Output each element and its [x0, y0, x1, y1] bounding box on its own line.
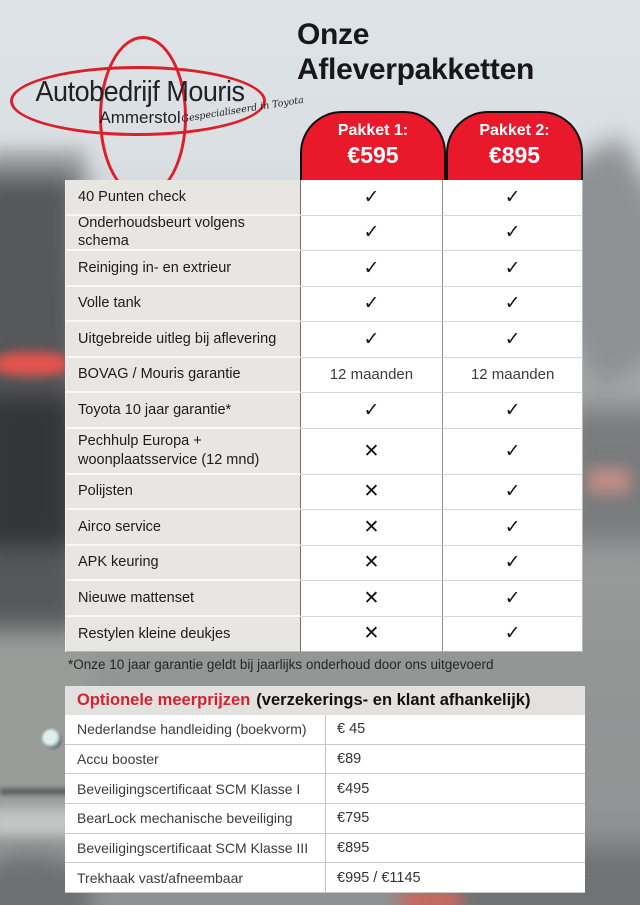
feature-label: Restylen kleine deukjes — [66, 617, 301, 653]
dealer-logo-name: Autobedrijf Mouris — [35, 76, 245, 108]
pakket2-check-mark: ✓ — [443, 510, 583, 546]
pakket2-duration-value: 12 maanden — [443, 358, 583, 394]
table-row — [66, 429, 583, 475]
pakket2-check-mark: ✓ — [443, 322, 583, 358]
page-title — [297, 18, 534, 87]
option-row — [65, 745, 585, 775]
optional-extras-heading-note: (verzekerings- en klant afhankelijk) — [256, 691, 531, 709]
feature-label: Toyota 10 jaar garantie* — [66, 393, 301, 429]
option-row — [65, 804, 585, 834]
feature-label: Nieuwe mattenset — [66, 581, 301, 617]
package-1-label: Pakket 1: — [337, 122, 409, 139]
pakket1-cross-mark: ✕ — [301, 581, 444, 617]
feature-label: Polijsten — [66, 475, 301, 511]
pakket1-check-mark: ✓ — [301, 322, 444, 358]
table-row — [66, 251, 583, 287]
feature-label: Uitgebreide uitleg bij aflevering — [66, 322, 301, 358]
option-label: Accu booster — [65, 745, 325, 775]
feature-label: Pechhulp Europa + woonplaatsservice (12 mnd) — [66, 429, 301, 475]
pakket1-check-mark: ✓ — [301, 251, 444, 287]
pakket2-check-mark: ✓ — [443, 617, 583, 653]
page-title-line2: Afleverpakketten — [297, 52, 534, 86]
optional-extras-table — [65, 686, 585, 893]
pakket1-cross-mark: ✕ — [301, 617, 444, 653]
package-1-price: €595 — [347, 142, 399, 168]
option-row — [65, 863, 585, 893]
pakket2-check-mark: ✓ — [443, 429, 583, 475]
table-row — [66, 581, 583, 617]
table-row — [66, 393, 583, 429]
feature-label: BOVAG / Mouris garantie — [66, 358, 301, 394]
feature-label: Volle tank — [66, 287, 301, 323]
optional-extras-heading-red: Optionele meerprijzen — [77, 691, 251, 709]
option-price: €495 — [325, 774, 585, 804]
option-label: Trekhaak vast/afneembaar — [65, 863, 325, 893]
pakket1-check-mark: ✓ — [301, 180, 444, 216]
option-price: €995 / €1145 — [325, 863, 585, 893]
table-row — [66, 358, 583, 394]
option-price: € 45 — [325, 715, 585, 745]
package-2-label: Pakket 2: — [479, 122, 550, 139]
option-price: €895 — [325, 834, 585, 864]
pakket1-cross-mark: ✕ — [301, 510, 444, 546]
option-label: Beveiligingscertificaat SCM Klasse I — [65, 774, 325, 804]
feature-label: Airco service — [66, 510, 301, 546]
pakket1-cross-mark: ✕ — [301, 546, 444, 582]
table-row — [66, 180, 583, 216]
table-row — [66, 475, 583, 511]
table-row — [66, 216, 583, 252]
table-row — [66, 546, 583, 582]
comparison-table — [65, 180, 583, 652]
table-row — [66, 510, 583, 546]
guarantee-footnote: *Onze 10 jaar garantie geldt bij jaarlijks onderhoud door ons uitgevoerd — [68, 657, 494, 672]
option-price: €89 — [325, 745, 585, 775]
table-row — [66, 287, 583, 323]
pakket1-check-mark: ✓ — [301, 393, 444, 429]
pakket2-check-mark: ✓ — [443, 180, 583, 216]
package-2-header — [446, 111, 583, 182]
package-2-price: €895 — [488, 142, 541, 168]
feature-label: Onderhoudsbeurt volgens schema — [66, 216, 301, 252]
option-row — [65, 774, 585, 804]
pakket1-check-mark: ✓ — [301, 216, 444, 252]
table-row — [66, 617, 583, 653]
option-label: Beveiligingscertificaat SCM Klasse III — [65, 834, 325, 864]
optional-extras-heading — [65, 686, 585, 715]
pakket2-check-mark: ✓ — [443, 216, 583, 252]
pakket1-cross-mark: ✕ — [301, 429, 444, 475]
dealer-logo-tagline: Gespecialiseerd in Toyota — [180, 94, 305, 125]
pakket2-check-mark: ✓ — [443, 287, 583, 323]
pakket1-check-mark: ✓ — [301, 287, 444, 323]
page-title-line1: Onze — [297, 18, 370, 51]
pakket2-check-mark: ✓ — [443, 251, 583, 287]
pakket2-check-mark: ✓ — [443, 393, 583, 429]
option-row — [65, 715, 585, 745]
option-label: Nederlandse handleiding (boekvorm) — [65, 715, 325, 745]
pakket1-cross-mark: ✕ — [301, 475, 444, 511]
table-row — [66, 322, 583, 358]
option-price: €795 — [325, 804, 585, 834]
feature-label: APK keuring — [66, 546, 301, 582]
feature-label: Reiniging in- en extrieur — [66, 251, 301, 287]
pakket1-duration-value: 12 maanden — [301, 358, 444, 394]
option-label: BearLock mechanische beveiliging — [65, 804, 325, 834]
pakket2-check-mark: ✓ — [443, 581, 583, 617]
feature-label: 40 Punten check — [66, 180, 301, 216]
pakket2-check-mark: ✓ — [443, 475, 583, 511]
package-1-header — [300, 111, 446, 182]
pakket2-check-mark: ✓ — [443, 546, 583, 582]
dealer-logo-city: Ammerstol — [99, 108, 181, 127]
option-row — [65, 834, 585, 864]
